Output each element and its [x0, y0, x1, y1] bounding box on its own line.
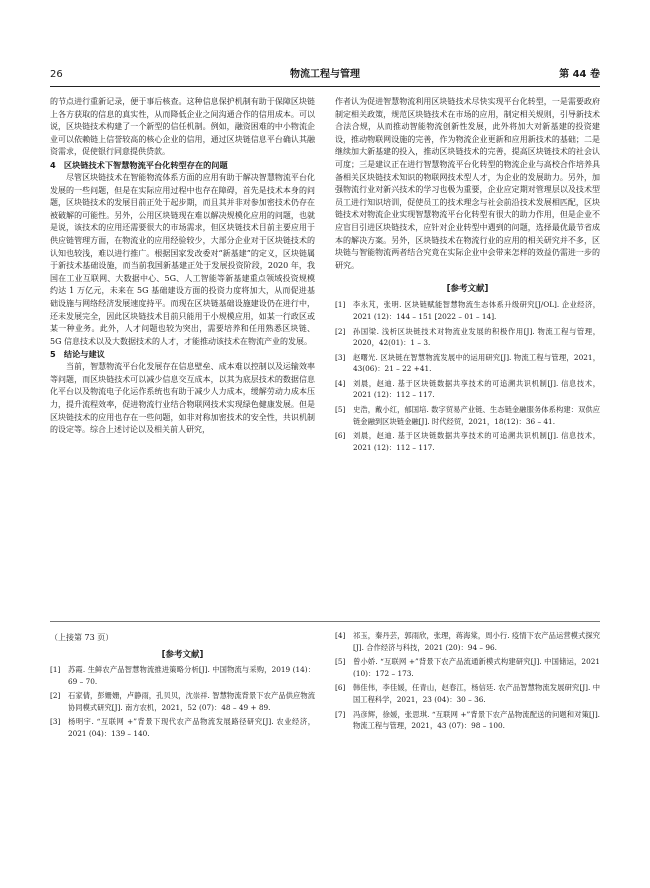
right-column: [335, 96, 600, 456]
reference-item: [4] 祁玉，秦丹芸，郭雨欣，张理，蒋海棠，周小行. 疫情下农产品运营模式探究[J]. 合作经济与科技，2021 (20)：94 – 96.: [335, 631, 600, 652]
section-heading: 4 区块链技术下智慧物流平台化转型存在的问题: [50, 159, 228, 170]
reference-item: [5] 曾小娇. “互联网 +”背景下农产品流通新模式构建研究[J]. 中国储运，2021 (10)：172 – 173.: [335, 657, 600, 678]
body-paragraph: 尽管区块链技术在智能物流体系方面的应用有助于解决智慧物流平台化发展的一些问题，但是在实际应用过程中也存在障碍，首先是技术本身的问题，区块链技术的发展目前正处于起步期，而且其并非对参加密技术仍存在被破解的可能性。另外，公用区块链现在难以解决规模化应用的问题，也就是说，该技术的应用还需要很大的市场需求，但区块链技术目前主要应用于供应链管理方面，在物流业的应用经验较少，大部分企业对于区块链技术的认知也较浅，难以进行推广。根据国家发改委对“新基建”的定义，区块链属于新技术基础设施，而当前我国新基建正处于发展投资阶段，2020 年，我国在工业互联网、大数据中心、5G、人工智能等新基建重点领域投资规模约达 1 万亿元，未来在 5G 基础建设方面的投资力度将加大，从而促进基础设施与网络经济发展速度持平。而现在区块链基础设施建设仍在进行中，还未发展完全，因此区块链技术目前只能用于小规模应用，如某一行政区或某一种业务。此外，人才问题也较为突出，需要培养和任用熟悉区块链、5G 信息技术以及大数据技术的人才，才能推动该技术在物流产业的发展。: [50, 172, 315, 346]
page-number: 26: [50, 69, 63, 80]
references-heading: [参考文献]: [446, 284, 489, 295]
references-list: [335, 299, 600, 453]
references-list: [50, 664, 315, 740]
reference-item: [3] 杨明宇. “互联网 +”背景下现代农产品物流发展路径研究[J]. 农业经济，2021 (04)：139 – 140.: [50, 717, 315, 738]
bottom-left-column: [50, 630, 315, 743]
reference-item: [1] 李永芃，张明. 区块链赋能智慧物流生态体系升级研究[J/OL]. 企业经济，2021 (12)：144 – 151 [2022 – 01 – 14].: [335, 300, 600, 321]
page-header: [50, 68, 600, 84]
reference-item: [2] 石家倩，彭姗姗，卢静雨，孔贝贝，沈崇祥. 智慧物流背景下农产品供应物流协同模式研究[J]. 南方农机，2021，52 (07)：48 – 49 + 89.: [50, 691, 315, 712]
reference-item: [4] 刘晨，赵迪. 基于区块链数据共享技术的可追溯共识机制[J]. 信息技术，2021 (12)：112 – 117.: [335, 378, 600, 400]
section-heading: 5 结论与建议: [50, 349, 105, 360]
body-paragraph: 作者认为促进智慧物流利用区块链技术尽快实现平台化转型，一是需要政府制定相关政策，规范区块链技术在市场的应用，制定相关规则，引导新技术合法合规，从而推动智能物流创新性发展，此外将加大对新基建的投资建设，推动物联网设施的完善，作为物流企业更新和应用新技术的基础；二是继续加大新基建的投入，推动区块链技术的完善，提高区块链技术的社会认可度；三是建议正在进行智慧物流平台化转型的物流企业与高校合作培养具备相关区块链技术知识的物联网技术型人才，为企业的发展助力。另外，加强物流行业对新兴技术的学习也极为重要，企业应定期对管理层以及技术型员工进行知识培训，促使员工的技术理念与社会前沿技术发展相匹配，区块链技术对物流企业实现智慧物流平台化转型有很大的助力作用，但是企业不应盲目引进区块链技术，应针对企业转型中遇到的问题，选择最优最节省成本的解决方案。另外，区块链技术在物流行业的应用的相关研究并不多，区块链与智能物流两者结合究竟在实际企业中会带来怎样的效益仍需进一步的研究。: [335, 97, 600, 270]
reference-item: [5] 史浩，戴小红，郁国培. 数字贸易产业链、生态链金融服务体系构建：双供应链金融到区块链金融[J]. 时代经贸，2021，18(12)：36 – 41.: [335, 405, 600, 426]
references-list: [335, 630, 600, 732]
left-column: [50, 96, 315, 437]
body-paragraph: 的节点进行重新记录，便于事后核查。这种信息保护机制有助于保障区块链上各方获取的信息的真实性，从而降低企业之间沟通合作的信用成本。可以说，区块链技术构建了一个新型的信任机制。例如，融资困难的中小物流企业可以依赖链上信誉较高的核心企业的信用，通过区块链信息平台确认其融资需求，促使银行同意提供贷款。: [50, 97, 315, 157]
volume-label: 第 44 卷: [559, 69, 600, 80]
body-paragraph: 当前，智慧物流平台化发展存在信息壁垒、成本难以控制以及运输效率等问题，而区块链技术可以减少信息交互成本，以其为底层技术的数据信息化平台以及物流电子化运作系统也有助于减少人力成本，缓解劳动力成本压力，提升流程效率，促进物流行业结合物联网技术实现绿色健康发展。但是区块链技术的应用也存在一些问题，如非对称加密技术的安全性，共识机制的设定等。综合上述讨论以及相关前人研究，: [50, 362, 315, 435]
references-heading: [参考文献]: [161, 650, 204, 660]
reference-item: [6] 刘晨，赵迪. 基于区块链数据共享技术的可追溯共识机制[J]. 信息技术，2021 (12)：112 – 117.: [335, 431, 600, 452]
reference-item: [6] 韩佳伟，李佳媛，任青山，赵春江，杨信廷. 农产品智慧物流发展研究[J]. 中国工程科学，2021，23 (04)：30 – 36.: [335, 683, 600, 704]
reference-item: [3] 赵曙光. 区块链在智慧物流发展中的运用研究[J]. 物流工程与管理，2021，43(06)：21 – 22 +41.: [335, 352, 600, 374]
bottom-right-column: [335, 630, 600, 735]
reference-item: [2] 孙国梁. 浅析区块链技术对物流业发展的积极作用[J]. 物流工程与管理，2020，42(01)：1 – 3.: [335, 326, 600, 348]
journal-title: 物流工程与管理: [290, 69, 360, 80]
reference-item: [1] 苏霞. 生鲜农产品智慧物流推进策略分析[J]. 中国物流与采购，2019 (14)：69 – 70.: [50, 665, 315, 686]
section-divider: [50, 621, 600, 622]
continued-note: （上接第 73 页）: [50, 633, 114, 642]
reference-item: [7] 冯彦辉，徐媛，张思琪. “互联网 +”背景下农产品物流配送的问题和对策[J]. 物流工程与管理，2021，43 (07)：98 – 100.: [335, 709, 600, 731]
header-rule: [50, 86, 600, 87]
